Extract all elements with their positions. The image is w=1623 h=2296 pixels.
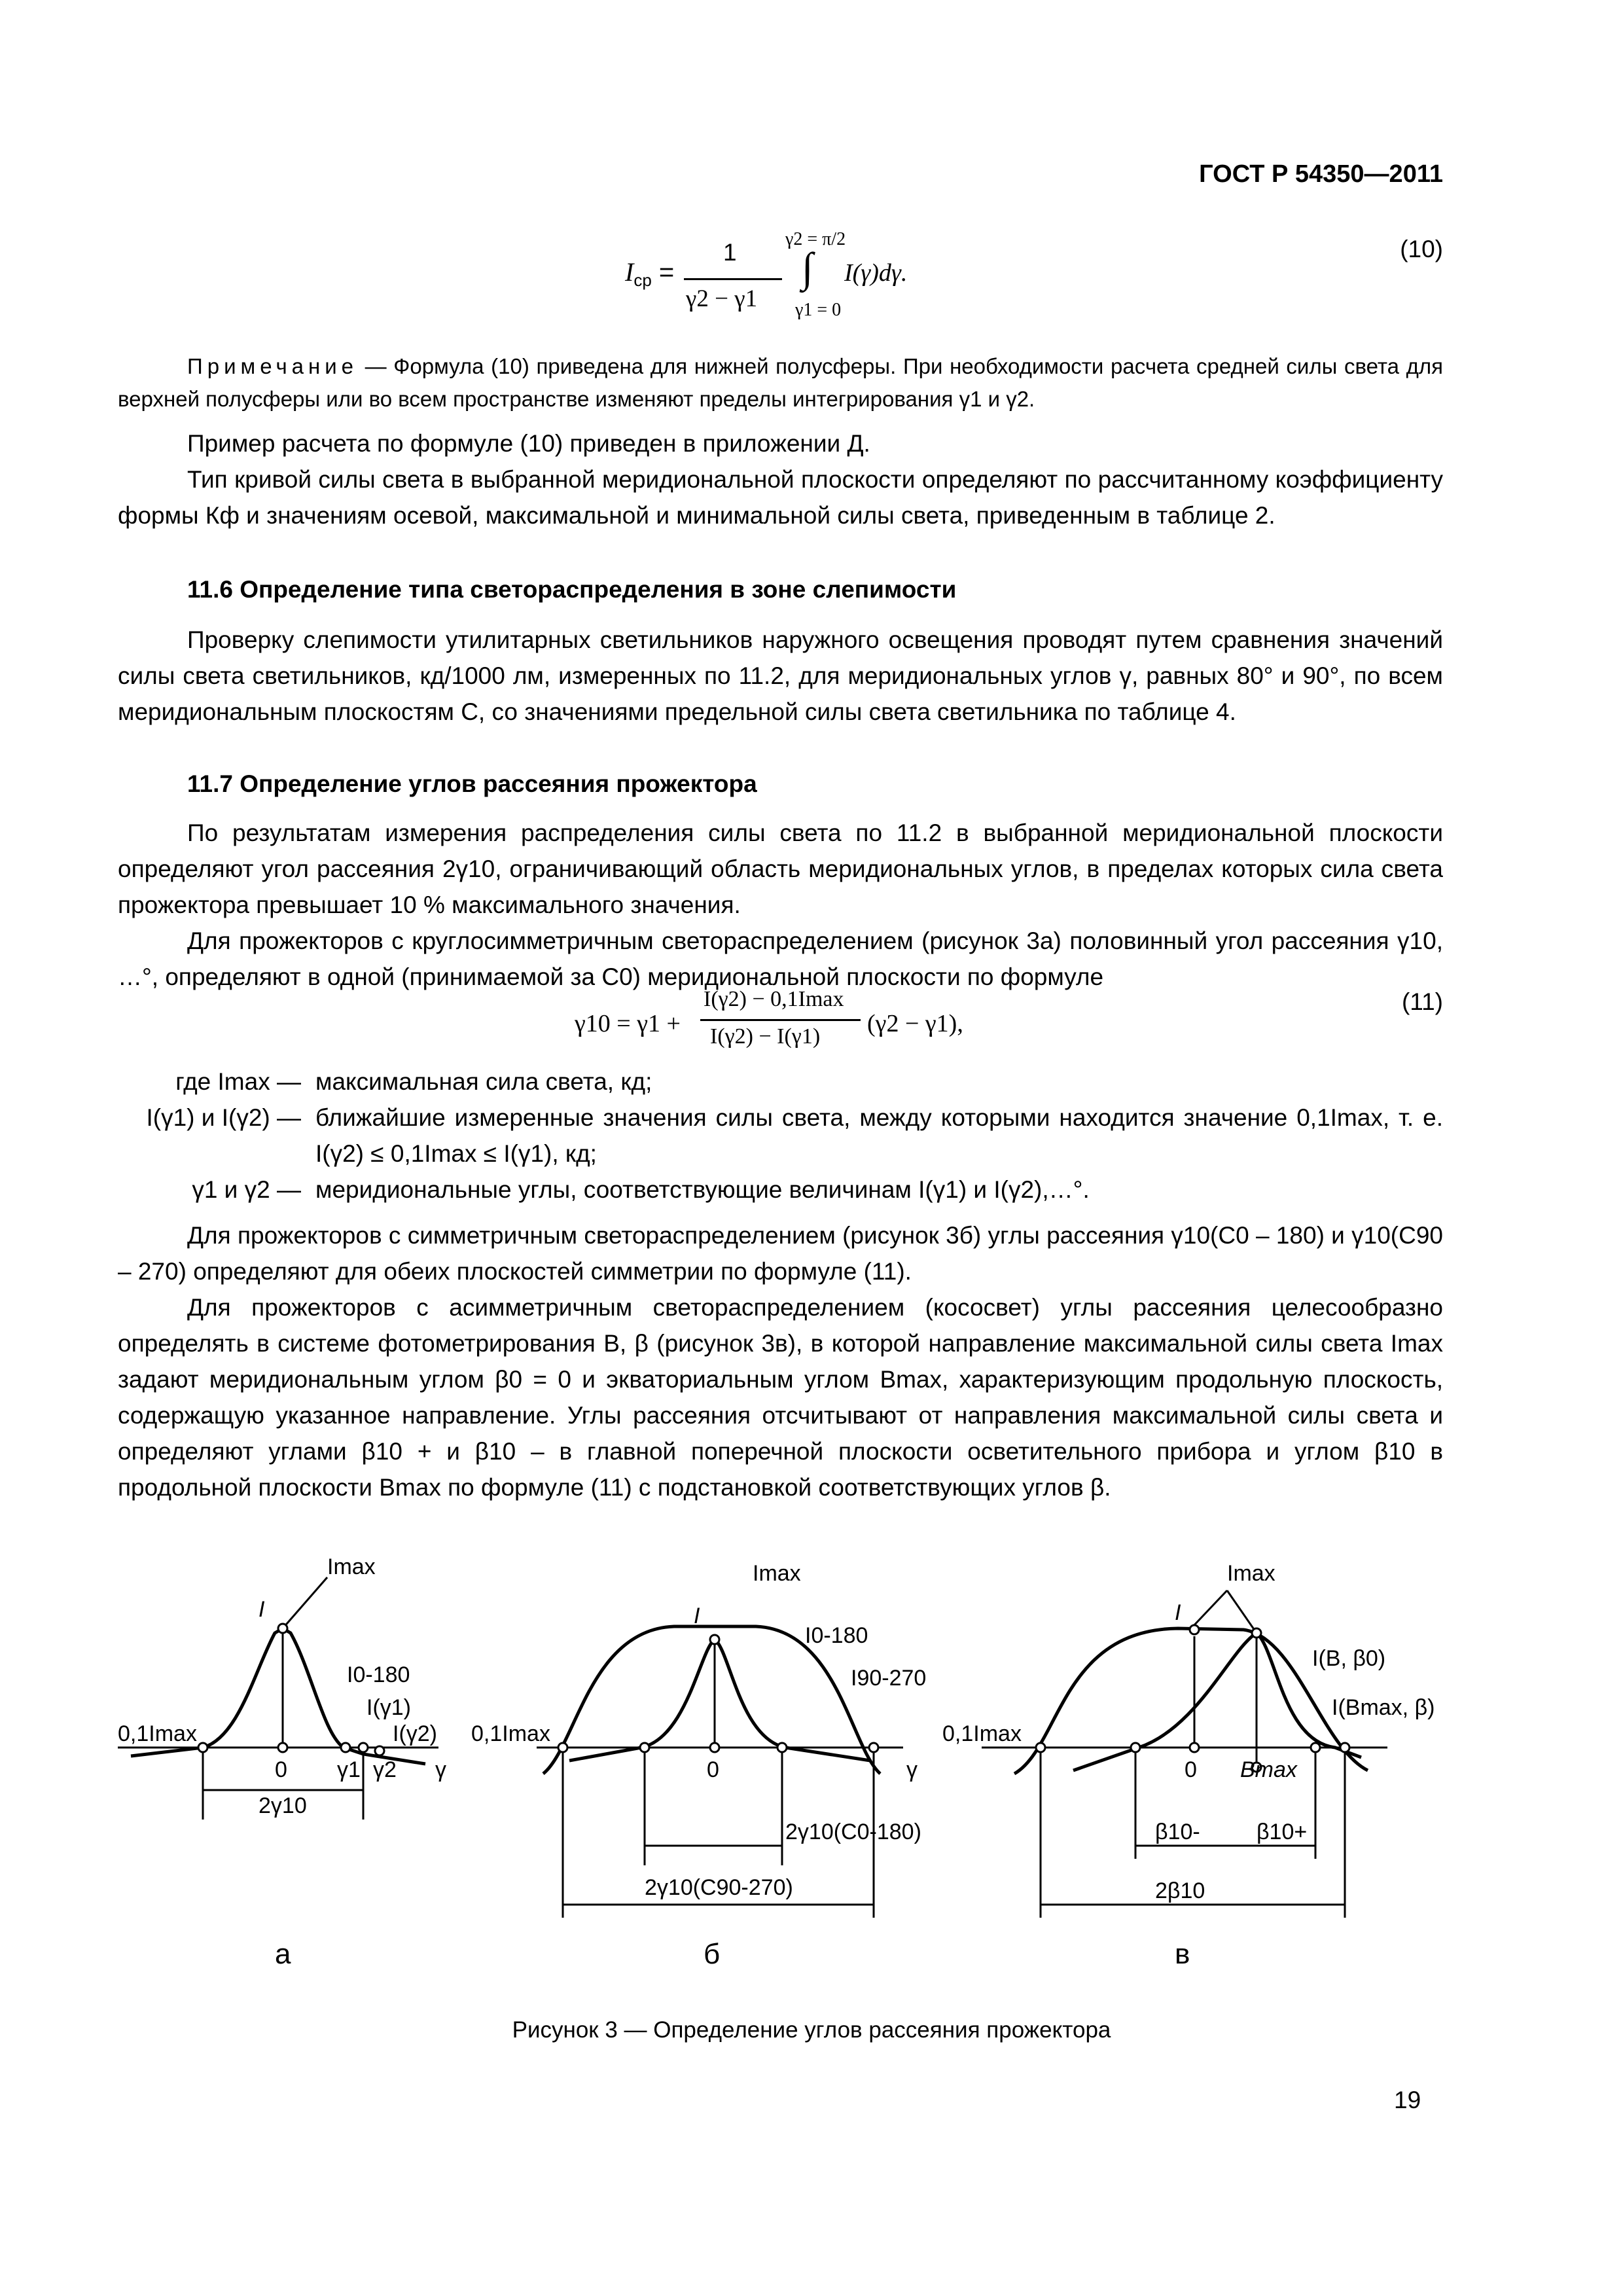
formula-11-numerator: I(γ2) − 0,1Imax — [704, 987, 844, 1011]
where-def-angles: меридиональные углы, соответствующие величинам I(γ1) и I(γ2),…°. — [315, 1176, 1090, 1203]
fig-b-gamma: γ — [906, 1757, 918, 1782]
fraction-bar — [700, 1019, 861, 1021]
fig-a-i0-180: I0-180 — [347, 1662, 410, 1687]
fig-c-bplus: β10+ — [1257, 1820, 1308, 1844]
heading-11-7: 11.7 Определение углов рассеяния прожектора — [187, 770, 757, 797]
heading-11-6: 11.6 Определение типа светораспределения в зоне слепимости — [187, 576, 957, 603]
fig-b-width-90-270: 2γ10(C90-270) — [645, 1875, 793, 1900]
formula-10-integrand: I(γ)dγ. — [844, 259, 908, 287]
paragraph-scatter-angle: По результатам измерения распределения силы света по 11.2 в выбранной меридиональной плоскости определяют угол рассеяния 2γ10, ограничивающий область меридиональных углов, в пределах которых сила света прожектора превышает 10 % максимального значения. — [118, 819, 1443, 918]
fig-b-zero: 0 — [707, 1757, 719, 1782]
where-term-imax: где Imax — — [175, 1068, 301, 1095]
fig-c-label: в — [1175, 1938, 1190, 1970]
integral-sign: ∫ — [802, 244, 813, 291]
fig-c-ib: I(B, β0) — [1312, 1646, 1386, 1671]
page-number: 19 — [1394, 2087, 1421, 2113]
where-term-intensities: I(γ1) и I(γ2) — — [146, 1104, 301, 1131]
note-text: — Формула (10) приведена для нижней полусферы. При необходимости расчета средней силы света для верхней полусферы или во всем пространстве изменяют пределы интегрирования γ1 и γ2. — [118, 354, 1443, 411]
fig-c-zero: 0 — [1185, 1757, 1197, 1782]
fig-a-I: I — [259, 1597, 265, 1622]
formula-10-denominator: γ2 − γ1 — [686, 285, 758, 312]
fig-b-i0-180: I0-180 — [805, 1623, 868, 1648]
figure-3b-diagram — [537, 1626, 903, 1918]
fig-a-label: а — [275, 1938, 291, 1970]
fig-b-level: 0,1Imax — [471, 1721, 550, 1746]
formula-10-upper-limit: γ2 = π/2 — [785, 229, 846, 249]
fig-a-zero: 0 — [275, 1757, 287, 1782]
fig-c-imax: Imax — [1227, 1561, 1275, 1586]
fig-a-ig1: I(γ1) — [366, 1695, 411, 1720]
paragraph-example: Пример расчета по формуле (10) приведен в приложении Д. — [187, 430, 870, 457]
where-def-imax: максимальная сила света, кд; — [315, 1068, 652, 1095]
fig-c-bminus: β10- — [1155, 1820, 1200, 1844]
paragraph-symmetric: Для прожекторов с симметричным светораспределением (рисунок 3б) углы рассеяния γ10(C0 – 180) и γ10(C90 – 270) определяют для обеих плоскостей симметрии по формуле (11). — [118, 1222, 1443, 1285]
fig-b-imax: Imax — [753, 1561, 801, 1586]
fig-b-width-0-180: 2γ10(C0-180) — [785, 1820, 921, 1844]
formula-10-number: (10) — [1400, 236, 1443, 262]
fig-c-bmax: Bmax — [1240, 1757, 1297, 1782]
formula-11-number: (11) — [1401, 988, 1443, 1015]
fig-a-g1: γ1 — [337, 1757, 361, 1782]
fig-c-width: 2β10 — [1155, 1878, 1205, 1903]
paragraph-curve-type: Тип кривой силы света в выбранной меридиональной плоскости определяют по рассчитанному коэффициенту формы Кф и значениям осевой, максимальной и минимальной силы света, приведенным в таблице 2. — [118, 466, 1443, 529]
where-def-intensities: ближайшие измеренные значения силы света, между которыми находится значение 0,1Imax, т. е. I(γ2) ≤ 0,1Imax ≤ I(γ1), кд; — [315, 1104, 1443, 1167]
formula-11-tail: (γ2 − γ1), — [867, 1010, 963, 1037]
fig-a-width: 2γ10 — [259, 1793, 307, 1818]
figure-3 — [0, 1551, 1623, 1977]
formula-11-lhs: γ10 = γ1 + — [575, 1010, 681, 1037]
note-paragraph — [118, 350, 1443, 416]
fig-a-imax: Imax — [327, 1554, 376, 1579]
fraction-bar — [684, 278, 782, 280]
figure-3c-diagram — [982, 1590, 1387, 1918]
curve-0-180 — [569, 1640, 870, 1761]
fig-b-i90-270: I90-270 — [851, 1666, 927, 1691]
fig-c-I: I — [1175, 1600, 1181, 1625]
paragraph-asymmetric: Для прожекторов с асимметричным светораспределением (кососвет) углы рассеяния целесообразно определять в системе фотометрирования B, β (рисунок 3в), в которой направление максимальной силы света Imax задают меридиональным углом β0 = 0 и экваториальным углом Bmax, характеризующим продольную плоскость, содержащую указанное направление. Углы рассеяния отсчитывают от направления максимальной силы света и определяют углами β10 + и β10 – в главной поперечной плоскости осветительного прибора и углом β10 в продольной плоскости Bmax по формуле (11) с подстановкой соответствующих углов β. — [118, 1294, 1443, 1501]
fig-a-gamma: γ — [435, 1757, 446, 1782]
fig-b-I: I — [694, 1604, 700, 1628]
document-header: ГОСТ Р 54350—2011 — [1199, 160, 1443, 188]
fig-c-level: 0,1Imax — [942, 1721, 1022, 1746]
formula-11-denominator: I(γ2) − I(γ1) — [710, 1024, 821, 1049]
paragraph-round-symmetric: Для прожекторов с круглосимметричным светораспределением (рисунок 3а) половинный угол рассеяния γ10, …°, определяют в одной (принимаемой за C0) меридиональной плоскости по формуле — [118, 927, 1443, 990]
fig-a-level: 0,1Imax — [118, 1721, 197, 1746]
note-label: Примечание — [187, 354, 359, 378]
fig-a-ig2: I(γ2) — [393, 1721, 437, 1746]
formula-10-numerator: 1 — [723, 239, 737, 266]
formula-10-lhs: $I_{ср}$ = — [625, 257, 675, 290]
figure-caption: Рисунок 3 — Определение углов рассеяния прожектора — [512, 2017, 1111, 2043]
fig-c-ibmax: I(Bmax, β) — [1332, 1695, 1435, 1720]
where-term-angles: γ1 и γ2 — — [192, 1176, 301, 1203]
fig-b-label: б — [704, 1938, 721, 1970]
paragraph-glare: Проверку слепимости утилитарных светильников наружного освещения проводят путем сравнения значений силы света светильников, кд/1000 лм, измеренных по 11.2, для меридиональных углов γ, равных 80° и 90°, по всем меридиональным плоскостям C, со значениями предельной силы света светильника по таблице 4. — [118, 626, 1443, 725]
formula-10-lower-limit: γ1 = 0 — [795, 300, 842, 320]
fig-a-g2: γ2 — [373, 1757, 397, 1782]
